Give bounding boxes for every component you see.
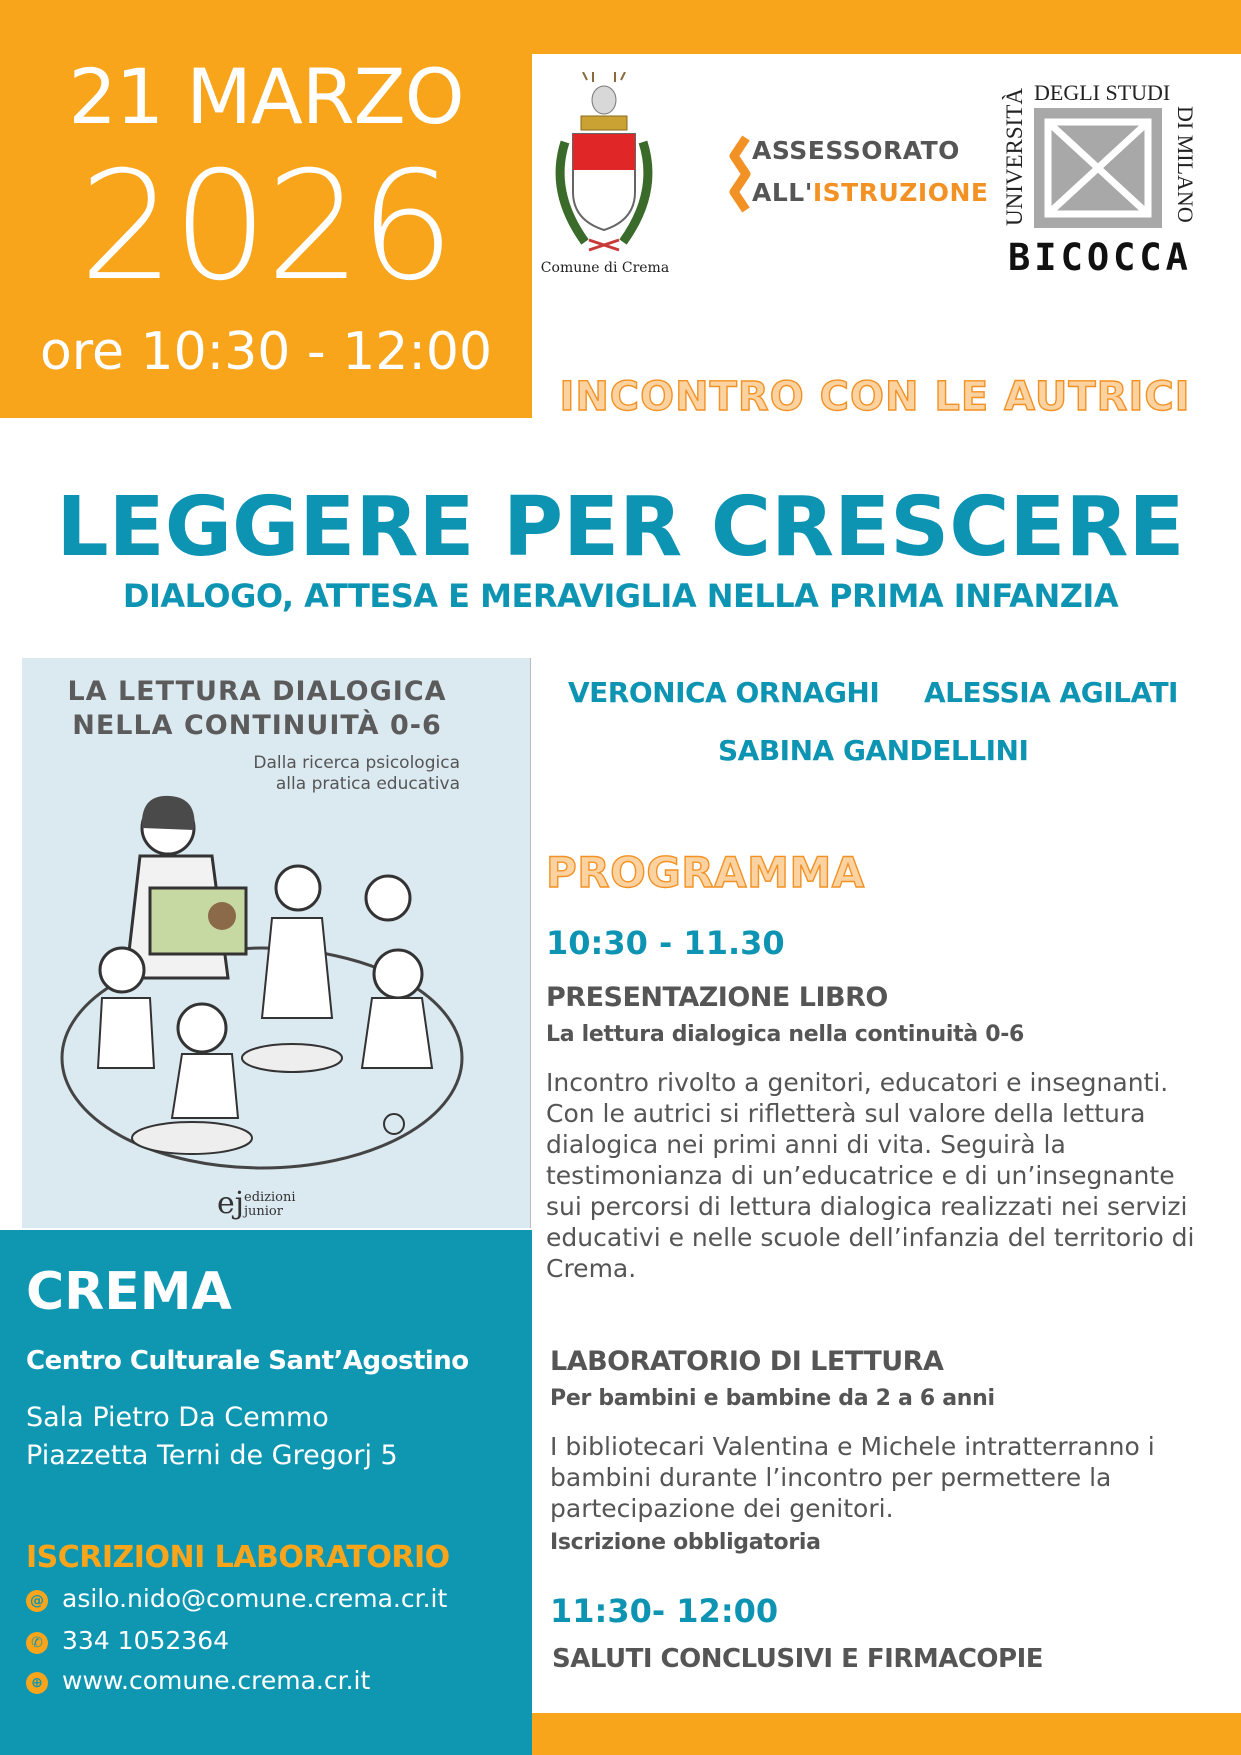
program-item-description: I bibliotecari Valentina e Michele intratterranno i bambini durante l’incontro per permettere la partecipazione dei genitori.	[550, 1432, 1155, 1523]
globe-icon: ⊕	[26, 1672, 48, 1694]
university-bicocca-logo	[1000, 76, 1200, 276]
svg-text:DI MILANO: DI MILANO	[1173, 106, 1198, 223]
svg-text:DEGLI STUDI: DEGLI STUDI	[1034, 80, 1171, 105]
book-subtitle-line2: alla pratica educativa	[275, 774, 460, 794]
phone-icon: ✆	[26, 1632, 48, 1654]
event-time: ore 10:30 - 12:00	[39, 322, 493, 382]
publisher-logo: ej	[217, 1186, 245, 1221]
program-item-title: LABORATORIO DI LETTURA	[550, 1346, 944, 1377]
program-item-title: SALUTI CONCLUSIVI E FIRMACOPIE	[552, 1644, 1044, 1674]
slot-time: 11:30- 12:00	[550, 1592, 779, 1630]
author-name: SABINA GANDELLINI	[718, 734, 1029, 767]
author-name: ALESSIA AGILATI	[924, 676, 1178, 709]
event-date: 21 MARZO	[68, 52, 464, 141]
meet-authors-tagline: INCONTRO CON LE AUTRICI	[559, 374, 1191, 420]
svg-text:UNIVERSITÀ: UNIVERSITÀ	[1002, 88, 1027, 226]
assessorato-highlight: ISTRUZIONE	[812, 178, 989, 207]
assessorato-line1: ASSESSORATO	[752, 136, 960, 165]
publisher-name-line2: junior	[244, 1204, 283, 1219]
venue-room: Sala Pietro Da Cemmo	[26, 1402, 329, 1433]
registration-phone[interactable]: 334 1052364	[62, 1626, 230, 1655]
bottom-orange-bar	[532, 1713, 1241, 1755]
registration-required-note: Iscrizione obbligatoria	[550, 1530, 821, 1555]
program-item-subtitle: La lettura dialogica nella continuità 0-6	[546, 1022, 1025, 1047]
at-icon: @	[26, 1590, 48, 1612]
event-title: LEGGERE PER CRESCERE	[56, 480, 1185, 575]
publisher-name-line1: edizioni	[244, 1190, 296, 1205]
book-title-line1: LA LETTURA DIALOGICA	[67, 676, 447, 707]
reading-children-illustration	[22, 738, 530, 1228]
slot-time: 10:30 - 11.30	[546, 924, 785, 962]
program-item-subtitle: Per bambini e bambine da 2 a 6 anni	[550, 1386, 995, 1411]
svg-text:BICOCCA: BICOCCA	[1008, 236, 1192, 276]
vertical-divider	[530, 658, 531, 1228]
event-year: 2026	[79, 140, 453, 314]
comune-crema-crest-logo	[535, 72, 673, 282]
book-subtitle-line1: Dalla ricerca psicologica	[253, 753, 460, 773]
venue-name: Centro Culturale Sant’Agostino	[26, 1346, 469, 1376]
assessorato-prefix: ALL'	[752, 178, 813, 207]
event-subtitle: DIALOGO, ATTESA E MERAVIGLIA NELLA PRIMA INFANZIA	[122, 577, 1119, 615]
book-title-line2: NELLA CONTINUITÀ 0-6	[72, 710, 442, 741]
comune-caption: Comune di Crema	[540, 260, 670, 276]
program-heading: PROGRAMMA	[546, 848, 865, 897]
program-item-description: Incontro rivolto a genitori, educatori e insegnanti. Con le autrici si rifletterà sul valore della lettura dialogica nei primi anni di vita. Seguirà la testimonianza di un’educatrice e di un’insegnante sui percorsi di lettura dialogica realizzati nei servizi educativi e nelle scuole dell’infanzia del territorio di Crema.	[546, 1068, 1195, 1283]
assessorato-line2	[752, 178, 988, 207]
book-cover	[22, 658, 530, 1228]
program-item-title: PRESENTAZIONE LIBRO	[546, 982, 888, 1013]
author-name: VERONICA ORNAGHI	[568, 676, 880, 709]
registration-heading: ISCRIZIONI LABORATORIO	[26, 1540, 450, 1575]
website-link[interactable]: www.comune.crema.cr.it	[62, 1666, 371, 1695]
registration-email-link[interactable]: asilo.nido@comune.crema.cr.it	[62, 1584, 448, 1613]
venue-address: Piazzetta Terni de Gregorj 5	[26, 1440, 398, 1471]
venue-city: CREMA	[26, 1262, 232, 1322]
